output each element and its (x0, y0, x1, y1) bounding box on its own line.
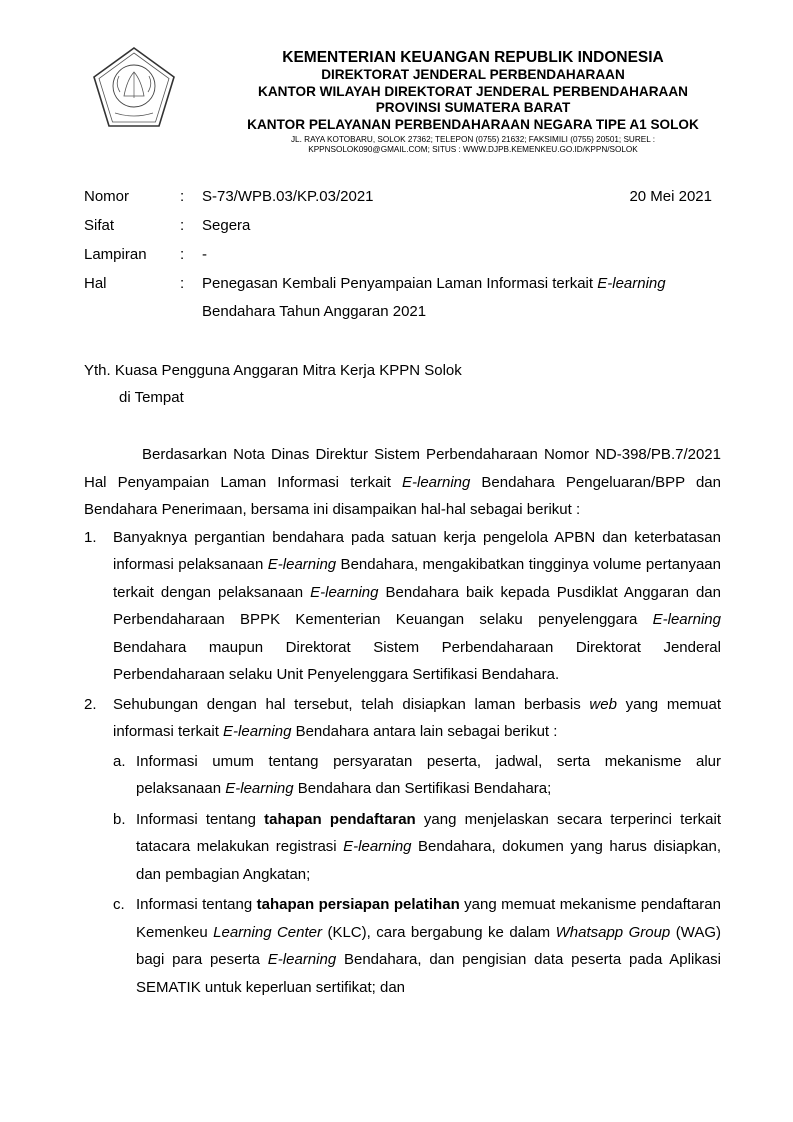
sub-item-letter: c. (113, 896, 125, 913)
sub-item-letter: b. (113, 810, 126, 828)
ministry-name: KEMENTERIAN KEUANGAN REPUBLIK INDONESIA (282, 49, 664, 66)
sub-list-item: a. Informasi umum tentang persyaratan peserta, jadwal, serta mekanisme alur pelaksanaan E-learning Bendahara dan Sertifikasi Bendahara; (84, 748, 721, 803)
recipient-line-1: Yth. Kuasa Pengguna Anggaran Mitra Kerja KPPN Solok (84, 362, 462, 379)
lampiran-value: - (202, 246, 207, 263)
sifat-value: Segera (202, 217, 251, 234)
province-name: PROVINSI SUMATERA BARAT (375, 100, 571, 115)
office-address (193, 135, 753, 155)
lampiran-label: Lampiran (84, 246, 147, 263)
yth-label: Yth. (84, 362, 111, 379)
office-name: KANTOR PELAYANAN PERBENDAHARAAN NEGARA TIPE A1 SOLOK (247, 116, 699, 132)
letter-meta (84, 187, 724, 320)
colon: : (180, 275, 185, 292)
sub-list-item: c. Informasi tentang tahapan persiapan pelatihan yang memuat mekanisme pendaftaran Kemenkeu Learning Center (KLC), cara bergabung ke dalam Whatsapp Group (WAG) bagi para peserta E-learning Bendahara, dan pengisian data peserta pada Aplikasi SEMATIK untuk keperluan sertifikat; dan (84, 891, 721, 1001)
directorate-name: DIREKTORAT JENDERAL PERBENDAHARAAN (321, 67, 625, 82)
ministry-emblem-icon (91, 46, 177, 132)
nomor-value: S-73/WPB.03/KP.03/2021 (202, 188, 374, 205)
address-line-2: KPPNSOLOK090@GMAIL.COM; SITUS : WWW.DJPB.KEMENKEU.GO.ID/KPPN/SOLOK (308, 145, 638, 154)
list-item: 2. Sehubungan dengan hal tersebut, telah disiapkan laman berbasis web yang memuat informasi terkait E-learning Bendahara antara lain sebagai berikut : (84, 691, 721, 746)
list-item: 1. Banyaknya pergantian bendahara pada satuan kerja pengelola APBN dan keterbatasan informasi pelaksanaan E-learning Bendahara, mengakibatkan tingginya volume pertanyaan terkait dengan pelaksanaan E-learning Bendahara baik kepada Pusdiklat Anggaran dan Perbendaharaan BPPK Kementerian Keuangan selaku penyelenggara E-learning Bendahara maupun Direktorat Sistem Perbendaharaan Direktorat Jenderal Perbendaharaan selaku Unit Penyelenggara Sertifikasi Bendahara. (84, 524, 721, 689)
letter-date: 20 Mei 2021 (629, 188, 712, 205)
sub-item-letter: a. (113, 752, 126, 770)
regional-office-name: KANTOR WILAYAH DIREKTORAT JENDERAL PERBENDAHARAAN (258, 83, 688, 99)
recipient-block (84, 357, 462, 411)
letterhead (193, 48, 753, 155)
address-line-1: JL. RAYA KOTOBARU, SOLOK 27362; TELEPON (0755) 21632; FAKSIMILI (0755) 20501; SUREL : (290, 135, 656, 144)
ministry-logo (91, 46, 177, 132)
colon: : (180, 188, 185, 205)
intro-paragraph: Berdasarkan Nota Dinas Direktur Sistem Perbendaharaan Nomor ND-398/PB.7/2021 Hal Penyampaian Laman Informasi terkait E-learning Bendahara Pengeluaran/BPP dan Bendahara Penerimaan, bersama ini disampaikan hal-hal sebagai berikut : (84, 446, 721, 518)
recipient-line-2: di Tempat (119, 389, 184, 406)
hal-value: Penegasan Kembali Penyampaian Laman Informasi terkait E-learning Bendahara Tahun Anggaran 2021 (202, 275, 666, 320)
colon: : (180, 217, 185, 234)
colon: : (180, 246, 185, 263)
item-number: 2. (84, 695, 97, 713)
item-number: 1. (84, 528, 97, 546)
meta-row-hal (84, 274, 724, 320)
letter-body (84, 441, 721, 1001)
sub-list-item: b. Informasi tentang tahapan pendaftaran yang menjelaskan secara terperinci terkait tatacara melakukan registrasi E-learning Bendahara, dokumen yang harus disiapkan, dan pembagian Angkatan; (84, 806, 721, 889)
hal-label: Hal (84, 275, 107, 292)
sifat-label: Sifat (84, 217, 115, 234)
nomor-label: Nomor (84, 188, 130, 205)
